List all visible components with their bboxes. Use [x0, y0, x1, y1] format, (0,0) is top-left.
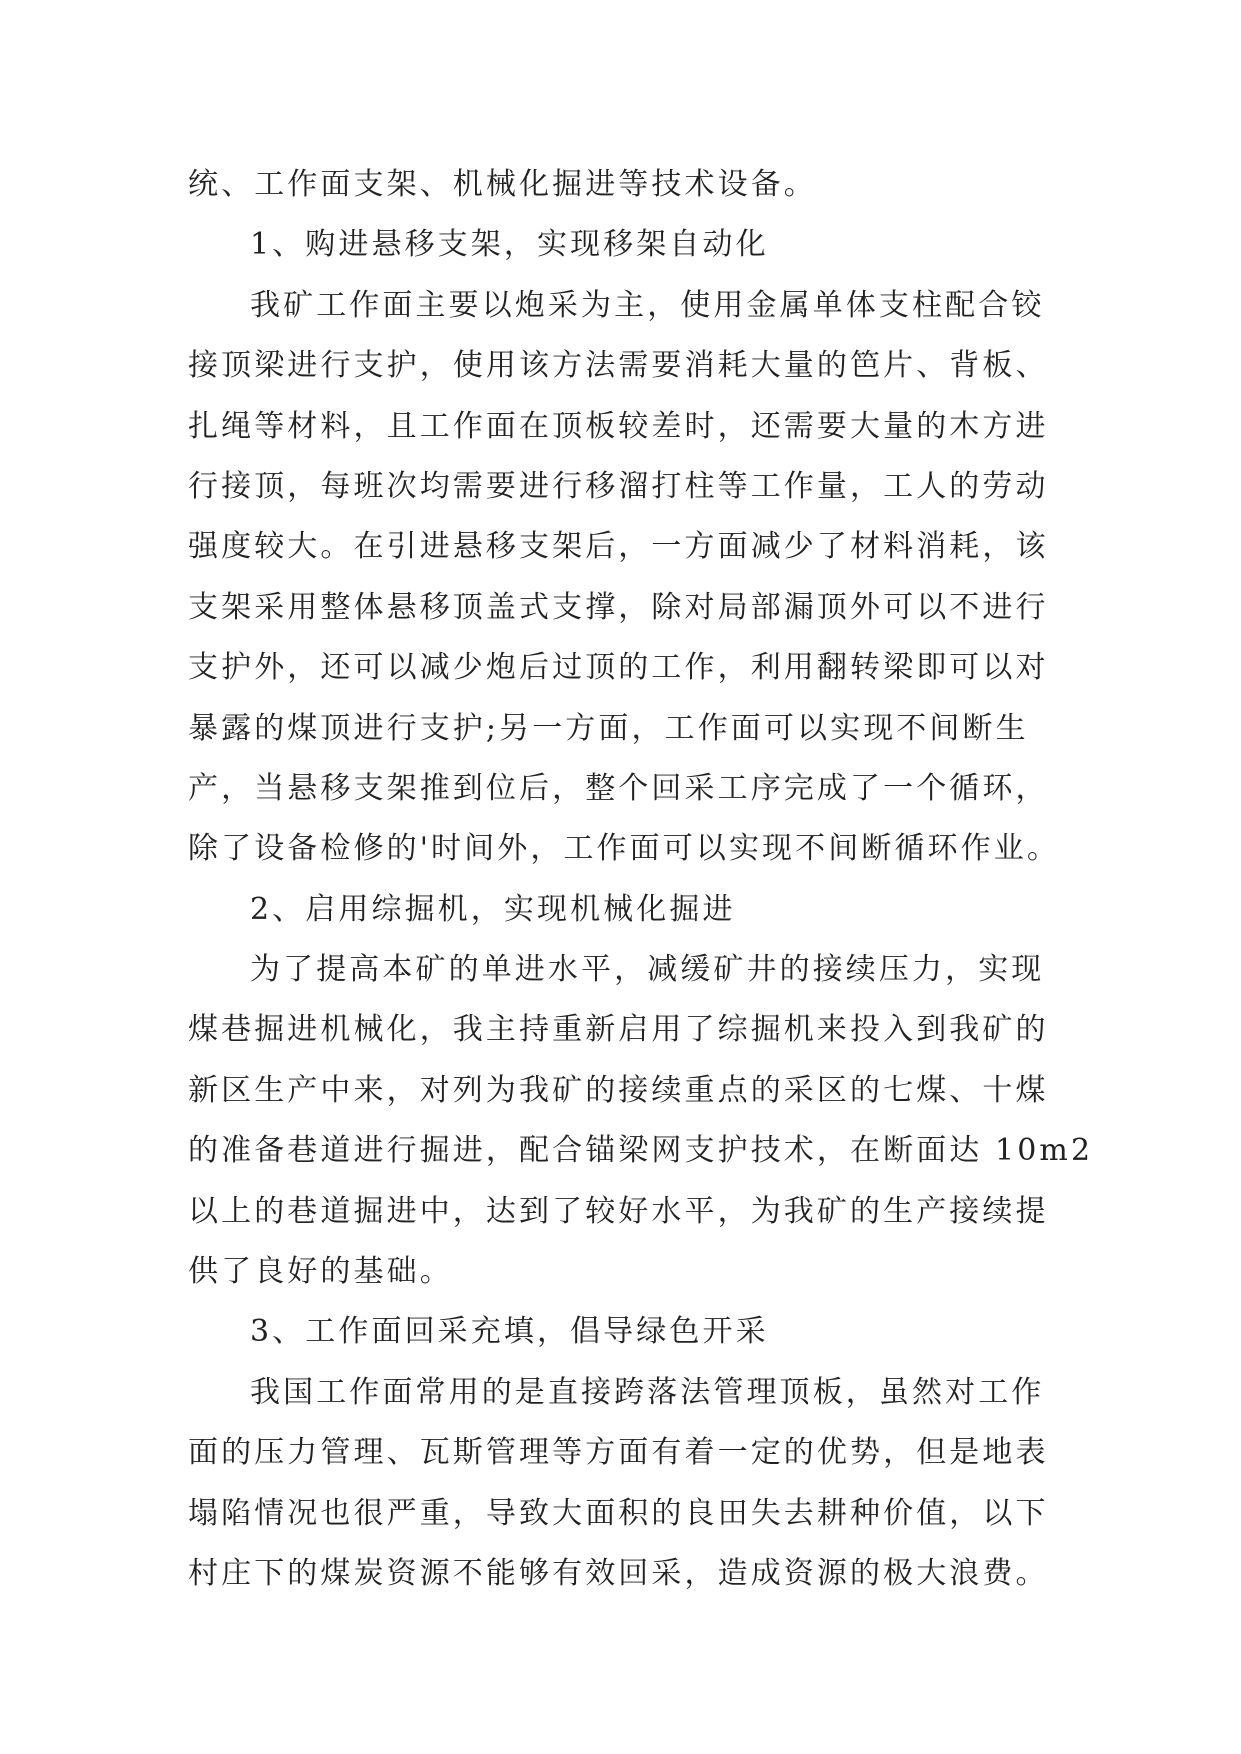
text-line: 村庄下的煤炭资源不能够有效回采，造成资源的极大浪费。 [188, 1555, 1049, 1591]
text-line: 我矿工作面主要以炮采为主，使用金属单体支柱配合铰 [250, 287, 1045, 323]
text-line: 扎绳等材料，且工作面在顶板较差时，还需要大量的木方进 [188, 408, 1049, 444]
text-line: 支护外，还可以减少炮后过顶的工作，利用翻转梁即可以对 [188, 650, 1049, 686]
section-heading-2: 2、启用综掘机，实现机械化掘进 [250, 891, 736, 927]
text-line: 为了提高本矿的单进水平，减缓矿井的接续压力，实现 [250, 952, 1045, 988]
text-line: 面的压力管理、瓦斯管理等方面有着一定的优势，但是地表 [188, 1435, 1049, 1471]
document-body [188, 155, 1094, 1604]
text-line: 接顶梁进行支护，使用该方法需要消耗大量的笆片、背板、 [188, 348, 1049, 384]
text-line: 统、工作面支架、机械化掘进等技术设备。 [188, 167, 817, 202]
text-line: 产，当悬移支架推到位后，整个回采工序完成了一个循环， [188, 770, 1049, 806]
section-heading-1: 1、购进悬移支架，实现移架自动化 [250, 227, 769, 263]
text-line: 供了良好的基础。 [188, 1254, 453, 1290]
section-heading-3: 3、工作面回采充填，倡导绿色开采 [250, 1314, 769, 1350]
text-line: 除了设备检修的'时间外，工作面可以实现不间断循环作业。 [188, 831, 1060, 867]
text-line: 支架采用整体悬移顶盖式支撑，除对局部漏顶外可以不进行 [188, 589, 1049, 625]
text-line: 行接顶，每班次均需要进行移溜打柱等工作量，工人的劳动 [188, 468, 1049, 504]
text-line: 新区生产中来，对列为我矿的接续重点的采区的七煤、十煤 [188, 1072, 1049, 1108]
text-line: 的准备巷道进行掘进，配合锚梁网支护技术，在断面达 10m2 [188, 1133, 1094, 1169]
text-line: 塌陷情况也很严重，导致大面积的良田失去耕种价值，以下 [188, 1495, 1049, 1531]
text-line: 以上的巷道掘进中，达到了较好水平，为我矿的生产接续提 [188, 1193, 1049, 1229]
text-line: 强度较大。在引进悬移支架后，一方面减少了材料消耗，该 [188, 529, 1049, 565]
text-line: 我国工作面常用的是直接跨落法管理顶板，虽然对工作 [250, 1374, 1045, 1410]
text-line: 煤巷掘进机械化，我主持重新启用了综掘机来投入到我矿的 [188, 1012, 1049, 1048]
text-line: 暴露的煤顶进行支护;另一方面，工作面可以实现不间断生 [188, 710, 1029, 746]
